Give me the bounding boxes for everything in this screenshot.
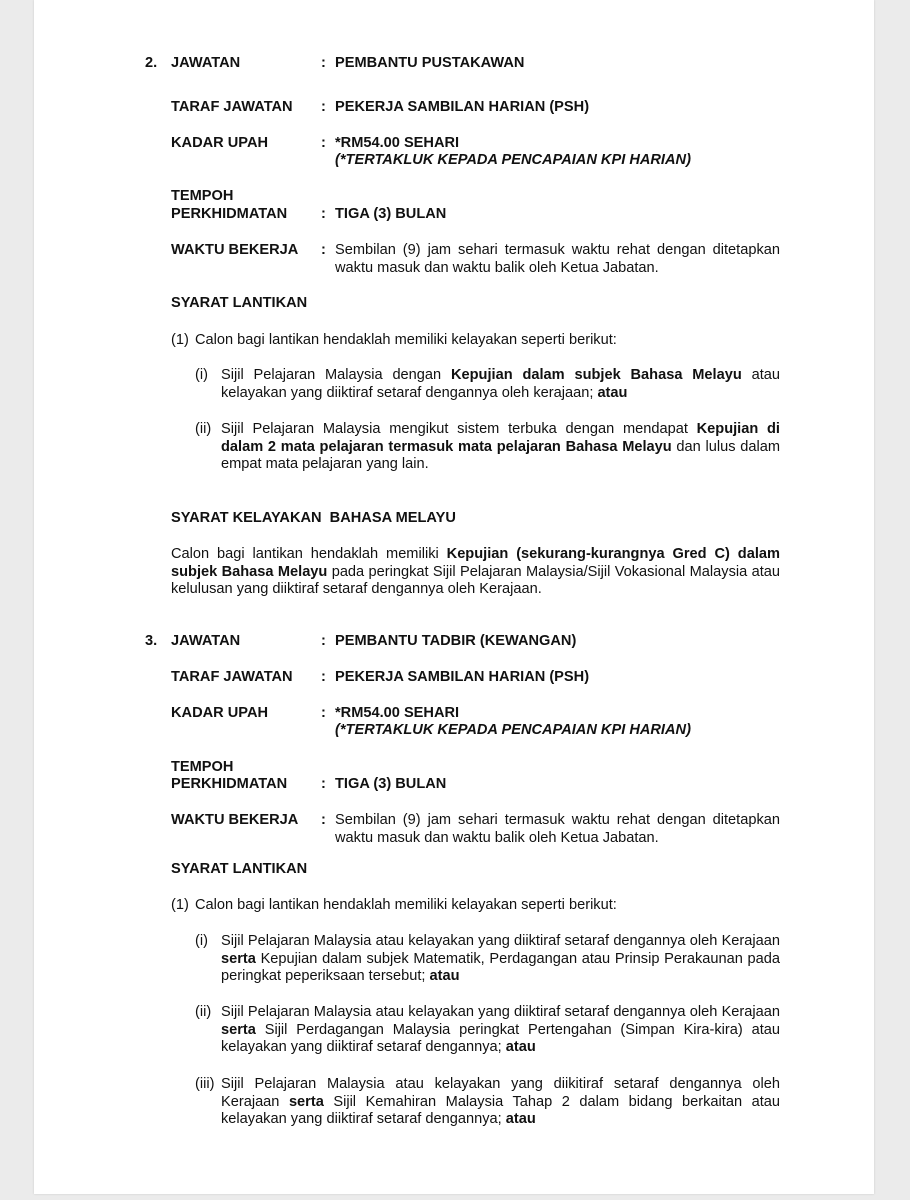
list-number: (1) xyxy=(171,332,189,348)
tempoh-label-line1: TEMPOH xyxy=(171,759,234,775)
syarat-item: Sijil Pelajaran Malaysia mengikut sistem terbuka dengan mendapat Kepujian di dalam 2 mata pelajaran termasuk mata pelajaran Bahasa Melayu dan lulus dalam empat mata pelajaran yang lain. xyxy=(221,421,780,472)
syarat-item: Sijil Pelajaran Malaysia atau kelayakan yang diiktiraf setaraf dengannya oleh Kerajaan serta Kepujian dalam subjek Matematik, Perdagangan atau Prinsip Perakaunan pada peringkat peperiksaan tersebut; atau xyxy=(221,933,780,984)
colon: : xyxy=(321,705,326,721)
kadar-upah-label: KADAR UPAH xyxy=(171,135,269,151)
document-page xyxy=(34,0,874,1194)
list-number: (1) xyxy=(171,897,189,913)
syarat-item: Sijil Pelajaran Malaysia atau kelayakan yang diikitiraf setaraf dengannya oleh Kerajaan serta Sijil Kemahiran Malaysia Tahap 2 dalam bidang berkaitan atau kelayakan yang diiktiraf setaraf dengannya; atau xyxy=(221,1076,780,1127)
item-number: (i) xyxy=(195,367,208,383)
colon: : xyxy=(321,99,326,115)
item-number: (ii) xyxy=(195,1004,212,1020)
taraf-jawatan-label: TARAF JAWATAN xyxy=(171,99,293,115)
colon: : xyxy=(321,669,326,685)
tempoh-value: TIGA (3) BULAN xyxy=(335,776,447,792)
kadar-upah-note: (*TERTAKLUK KEPADA PENCAPAIAN KPI HARIAN) xyxy=(335,722,691,738)
colon: : xyxy=(321,776,326,792)
waktu-bekerja-label: WAKTU BEKERJA xyxy=(171,242,299,258)
taraf-jawatan-value: PEKERJA SAMBILAN HARIAN (PSH) xyxy=(335,99,590,115)
tempoh-label-line2: PERKHIDMATAN xyxy=(171,206,288,222)
section-number: 3. xyxy=(145,633,158,649)
item-number: (i) xyxy=(195,933,208,949)
kadar-upah-value: *RM54.00 SEHARI xyxy=(335,135,460,151)
tempoh-value: TIGA (3) BULAN xyxy=(335,206,447,222)
syarat-lantikan-heading: SYARAT LANTIKAN xyxy=(171,295,308,311)
syarat-item: Sijil Pelajaran Malaysia dengan Kepujian dalam subjek Bahasa Melayu atau kelayakan yang diiktiraf setaraf dengannya oleh kerajaan; atau xyxy=(221,367,780,401)
waktu-bekerja-label: WAKTU BEKERJA xyxy=(171,812,299,828)
colon: : xyxy=(321,55,326,71)
colon: : xyxy=(321,135,326,151)
section-number: 2. xyxy=(145,55,158,71)
colon: : xyxy=(321,633,326,649)
jawatan-value: PEMBANTU TADBIR (KEWANGAN) xyxy=(335,633,577,649)
syarat-bm-heading: SYARAT KELAYAKAN BAHASA MELAYU xyxy=(171,510,456,526)
syarat-intro: Calon bagi lantikan hendaklah memiliki kelayakan seperti berikut: xyxy=(195,332,617,348)
syarat-intro: Calon bagi lantikan hendaklah memiliki kelayakan seperti berikut: xyxy=(195,897,617,913)
taraf-jawatan-label: TARAF JAWATAN xyxy=(171,669,293,685)
tempoh-label-line1: TEMPOH xyxy=(171,188,234,204)
tempoh-label-line2: PERKHIDMATAN xyxy=(171,776,288,792)
kadar-upah-value: *RM54.00 SEHARI xyxy=(335,705,460,721)
item-number: (iii) xyxy=(195,1076,215,1092)
syarat-bm-text: Calon bagi lantikan hendaklah memiliki Kepujian (sekurang-kurangnya Gred C) dalam subjek Bahasa Melayu pada peringkat Sijil Pelajaran Malaysia/Sijil Vokasional Malaysia atau kelulusan yang diiktiraf setaraf dengannya oleh Kerajaan. xyxy=(171,546,780,597)
waktu-bekerja-text: Sembilan (9) jam sehari termasuk waktu rehat dengan ditetapkan waktu masuk dan waktu balik oleh Ketua Jabatan. xyxy=(335,242,780,276)
taraf-jawatan-value: PEKERJA SAMBILAN HARIAN (PSH) xyxy=(335,669,590,685)
item-number: (ii) xyxy=(195,421,212,437)
syarat-lantikan-heading: SYARAT LANTIKAN xyxy=(171,861,308,877)
colon: : xyxy=(321,242,326,258)
syarat-item: Sijil Pelajaran Malaysia atau kelayakan yang diiktiraf setaraf dengannya oleh Kerajaan serta Sijil Perdagangan Malaysia peringkat Pertengahan (Simpan Kira-kira) atau kelayakan yang diiktiraf setaraf dengannya; atau xyxy=(221,1004,780,1055)
kadar-upah-label: KADAR UPAH xyxy=(171,705,269,721)
jawatan-label: JAWATAN xyxy=(171,633,241,649)
jawatan-label: JAWATAN xyxy=(171,55,241,71)
kadar-upah-note: (*TERTAKLUK KEPADA PENCAPAIAN KPI HARIAN) xyxy=(335,152,691,168)
colon: : xyxy=(321,206,326,222)
colon: : xyxy=(321,812,326,828)
waktu-bekerja-text: Sembilan (9) jam sehari termasuk waktu rehat dengan ditetapkan waktu masuk dan waktu balik oleh Ketua Jabatan. xyxy=(335,812,780,846)
jawatan-value: PEMBANTU PUSTAKAWAN xyxy=(335,55,525,71)
